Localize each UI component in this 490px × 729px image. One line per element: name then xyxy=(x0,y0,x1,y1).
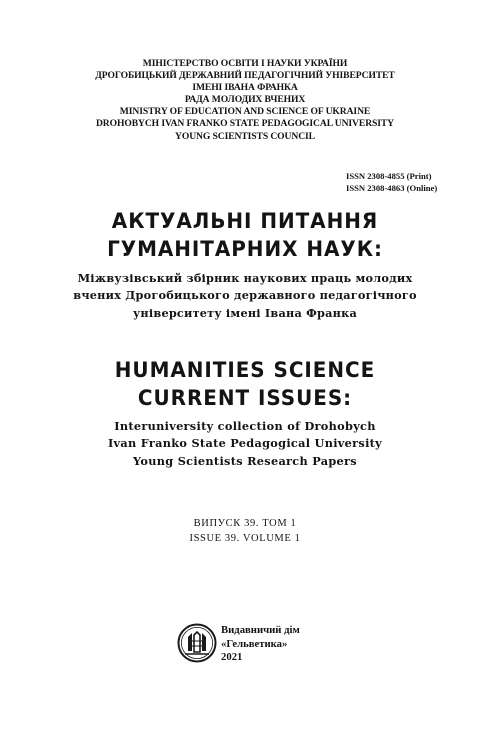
issn-online: ISSN 2308-4863 (Online) xyxy=(346,183,438,193)
en-subtitle-line: Young Scientists Research Papers xyxy=(133,453,357,468)
institution-line: ДРОГОБИЦЬКИЙ ДЕРЖАВНИЙ ПЕДАГОГІЧНИЙ УНІВЕРСИТЕТ xyxy=(95,70,395,82)
publisher-block xyxy=(177,622,317,670)
ua-subtitle-line: вчених Дрогобицького державного педагогічного xyxy=(73,288,417,303)
en-subtitle-line: Interuniversity collection of Drohobych xyxy=(114,419,376,433)
publication-year: 2021 xyxy=(221,651,243,663)
ua-subtitle-line: університету імені Івана Франка xyxy=(133,305,357,320)
publisher-text xyxy=(221,624,300,665)
issue-block xyxy=(0,517,490,546)
en-title-line: HUMANITIES SCIENCE xyxy=(114,358,376,382)
ua-title xyxy=(12,207,478,263)
en-title-line: CURRENT ISSUES: xyxy=(137,386,353,410)
publisher-name-line: Видавничий дім xyxy=(221,624,300,636)
en-subtitle-line: Ivan Franko State Pedagogical University xyxy=(107,436,383,451)
issn-block xyxy=(346,170,437,194)
en-subtitle xyxy=(0,418,490,470)
institution-line: DROHOBYCH IVAN FRANKO STATE PEDAGOGICAL UNIVERSITY xyxy=(95,118,395,130)
institution-line: YOUNG SCIENTISTS COUNCIL xyxy=(175,130,315,142)
institution-line: MINISTRY OF EDUCATION AND SCIENCE OF UKRAINE xyxy=(119,106,371,118)
issue-en: ISSUE 39. VOLUME 1 xyxy=(189,532,301,544)
publisher-logo-icon xyxy=(177,622,217,664)
issn-print: ISSN 2308-4855 (Print) xyxy=(346,171,432,181)
ua-subtitle-line: Міжвузівський збірник наукових праць молодих xyxy=(77,271,413,285)
en-title xyxy=(12,356,478,412)
ua-title-line: АКТУАЛЬНІ ПИТАННЯ xyxy=(111,209,379,233)
institution-line: РАДА МОЛОДИХ ВЧЕНИХ xyxy=(184,94,306,106)
ua-subtitle xyxy=(0,270,490,322)
publisher-name-line: «Гельветика» xyxy=(221,637,288,650)
institution-line: ІМЕНІ ІВАНА ФРАНКА xyxy=(192,82,298,94)
ua-title-line: ГУМАНІТАРНИХ НАУК: xyxy=(107,237,383,261)
institution-line: МІНІСТЕРСТВО ОСВІТИ І НАУКИ УКРАЇНИ xyxy=(142,58,348,69)
issue-ua: ВИПУСК 39. ТОМ 1 xyxy=(193,518,297,529)
institution-block xyxy=(0,58,490,143)
